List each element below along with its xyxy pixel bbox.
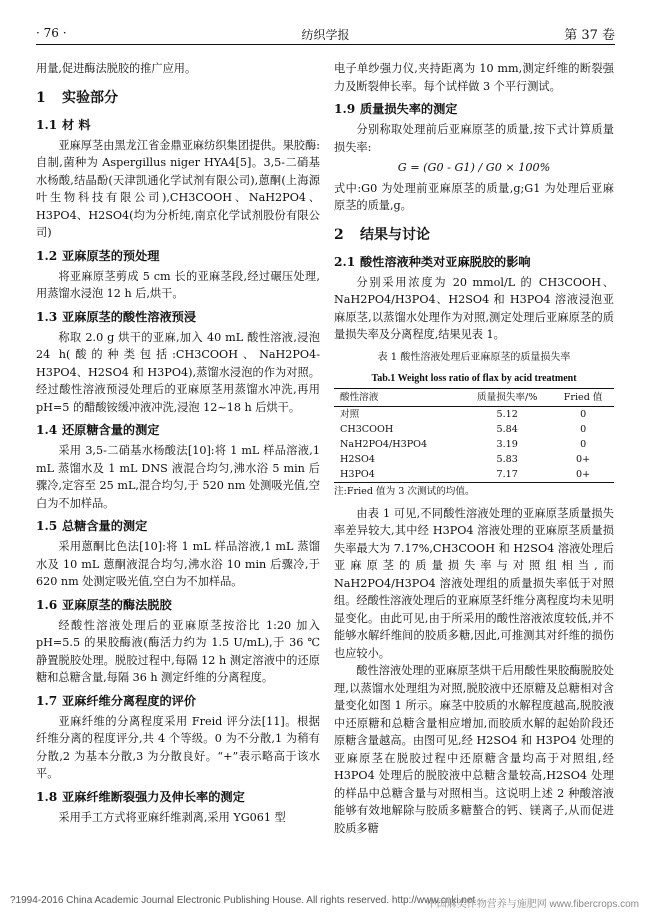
paragraph: 采用 3,5-二硝基水杨酸法[10]:将 1 mL 样品溶液,1 mL 蒸馏水及 1 mL DNS 液混合均匀,沸水浴 5 min 后骤冷,定容至 25 mL,混合均匀,于 520 nm 处测吸光值,空白为不加样品。 [36, 444, 320, 510]
volume-label: 第 37 卷 [564, 28, 615, 43]
section-title: 亚麻纤维断裂强力及伸长率的测定 [62, 789, 245, 804]
paragraph: 分别称取处理前后亚麻原茎的质量,按下式计算质量损失率: [334, 123, 614, 154]
right-column-top [334, 60, 614, 344]
table-cell: 5.83 [496, 453, 518, 465]
journal-title: 纺织学报 [301, 28, 350, 42]
right-column-bottom [334, 505, 614, 838]
page-number: · 76 · [36, 26, 67, 40]
section-title: 还原糖含量的测定 [62, 423, 160, 437]
table-body [334, 406, 614, 482]
section-heading [36, 88, 320, 108]
section-number: 2.1 [334, 254, 356, 269]
section-number: 1.2 [36, 248, 58, 263]
paragraph: 分别采用浓度为 20 mmol/L 的 CH3COOH、NaH2PO4/H3PO4、H2SO4 和 H3PO4 溶液浸泡亚麻原茎,以蒸馏水处理作为对照,测定处理后亚麻原茎的质量损失率及分离程度,结果见表 1。 [334, 275, 614, 341]
table-row [334, 437, 614, 452]
table-cell: 0 [580, 438, 587, 450]
section-title: 结果与讨论 [360, 226, 430, 243]
section-heading [36, 517, 320, 535]
copyright-line: ?1994-2016 China Academic Journal Electronic Publishing House. All rights reserved. http://www.cnki.net [10, 895, 476, 906]
table-cell: H3PO4 [340, 468, 375, 480]
section-heading [334, 253, 614, 271]
table-cell: 对照 [340, 408, 360, 420]
table-row [334, 406, 614, 422]
section-title: 材 料 [62, 117, 91, 132]
table-caption-en: Tab.1 Weight loss ratio of flax by acid treatment [371, 372, 577, 384]
section-heading [36, 692, 320, 710]
section-number: 1.6 [36, 597, 58, 612]
watermark-site: 中国麻类作物营养与施肥网 www.fibercrops.com [426, 899, 639, 910]
section-number: 1.7 [36, 693, 58, 708]
section-heading [36, 308, 320, 326]
paragraph: 经酸性溶液处理后的亚麻原茎按浴比 1:20 加入 pH=5.5 的果胶酶液(酶活力约为 1.5 U/mL),于 36 ℃ 静置脱胶处理。脱胶过程中,每隔 12 h 测定溶液中的还原糖和总糖含量,每隔 36 h 测定纤维的分离程度。 [36, 618, 320, 684]
table-1 [334, 350, 614, 499]
section-heading [36, 116, 320, 134]
section-number: 1.9 [334, 102, 356, 116]
table-note: 注:Fried 值为 3 次测试的均值。 [334, 485, 475, 497]
table-cell: NaH2PO4/H3PO4 [340, 438, 428, 450]
paragraph: 酸性溶液处理的亚麻原茎烘干后用酸性果胶酶脱胶处理,以蒸馏水处理组为对照,脱胶液中还原糖及总糖相对含量变化如图 1 所示。麻茎中胶质的水解程度越高,脱胶液中还原糖和总糖含量相应增加,而胶质水解的起始阶段还原糖含量越高。由图可见,经 H2SO4 和 H3PO4 处理的亚麻原茎在脱胶过程中还原糖含量均高于对照组,经 H3PO4 处理后的脱胶液中总糖含量较高,H2SO4 处理的样品中总糖含量与对照相当。这说明上述 2 种酸溶液能够有效地解除与胶质多糖螯合的钙、镁离子,从而促进胶质多糖 [334, 664, 614, 835]
section-number: 1.8 [36, 789, 58, 804]
section-title: 亚麻纤维分离程度的评价 [62, 693, 197, 708]
weight-loss-table [334, 388, 614, 483]
section-heading [36, 247, 320, 265]
table-cell: CH3COOH [340, 423, 394, 435]
section-title: 亚麻原茎的酶法脱胶 [62, 597, 172, 612]
left-column [36, 60, 320, 826]
section-title: 酸性溶液种类对亚麻脱胶的影响 [360, 254, 531, 269]
paragraph: 将亚麻原茎剪成 5 cm 长的亚麻茎段,经过碾压处理,用蒸馏水浸泡 12 h 后,烘干。 [36, 269, 320, 300]
table-cell: 0 [580, 423, 587, 435]
section-number: 1 [36, 89, 46, 106]
table-header-cell: Fried 值 [563, 391, 603, 403]
table-row [334, 422, 614, 437]
section-number: 1.4 [36, 423, 58, 437]
table-header-cell: 质量损失率/% [477, 391, 538, 403]
table-cell: 0+ [576, 453, 591, 465]
paragraph: 式中:G0 为处理前亚麻原茎的质量,g;G1 为处理后亚麻原茎的质量,g。 [334, 181, 614, 212]
table-caption-cn: 表 1 酸性溶液处理后亚麻原茎的质量损失率 [377, 351, 571, 363]
paragraph: 由表 1 可见,不同酸性溶液处理的亚麻原茎质量损失率差异较大,其中经 H3PO4 溶液处理的亚麻原茎质量损失率最大为 7.17%,CH3COOH 和 H2SO4 溶液处理后亚麻原茎的质量损失率与对照组相当,而 NaH2PO4/H3PO4 溶液处理组的质量损失率低于对照组。经酸性溶液处理后的亚麻原茎纤维分离程度均未见明显变化。由此可见,由于所采用的酸性溶液浓度较低,并不能够水解纤维间的胶质多糖,因此,可推测其对纤维的损伤也应较小。 [334, 506, 614, 660]
table-cell: 3.19 [496, 438, 518, 450]
table-row [334, 452, 614, 467]
table-row [334, 467, 614, 483]
right-column [334, 60, 614, 837]
table-cell: 0+ [576, 468, 591, 480]
section-heading [334, 225, 614, 245]
section-heading [36, 788, 320, 806]
section-title: 亚麻原茎的酸性溶液预浸 [62, 309, 197, 324]
paragraph: 亚麻纤维的分离程度采用 Freid 评分法[11]。根据纤维分离的程度评分,共 4 个等级。0 为不分散,1 为稍有分散,2 为基本分散,3 为分散良好。“+”表示略高于该水平。 [36, 714, 320, 780]
page-header [36, 22, 615, 45]
section-number: 1.1 [36, 117, 58, 132]
paragraph: 采用手工方式将亚麻纤维剥离,采用 YG061 型 [58, 810, 286, 824]
section-number: 1.3 [36, 309, 58, 324]
paragraph: 称取 2.0 g 烘干的亚麻,加入 40 mL 酸性溶液,浸泡 24 h(酸的种类包括:CH3COOH、NaH2PO4-H3PO4、H2SO4 和 H3PO4),蒸馏水浸泡的作为对照。经过酸性溶液预浸处理后的亚麻原茎用蒸馏水冲洗,再用 pH=5 的醋酸铵缓冲液冲洗,浸泡 12~18 h 后烘干。 [36, 330, 320, 414]
table-cell: H2SO4 [340, 453, 376, 465]
section-title: 亚麻原茎的预处理 [62, 248, 160, 263]
section-number: 1.5 [36, 519, 58, 533]
paragraph: 采用蒽酮比色法[10]:将 1 mL 样品溶液,1 mL 蒸馏水及 10 mL 蒽酮液混合均匀,沸水浴 10 min 后骤冷,于 620 nm 处测定吸光值,空白为不加样品。 [36, 540, 320, 588]
section-title: 质量损失率的测定 [360, 102, 458, 116]
table-cell: 7.17 [496, 468, 518, 480]
table-header-row [334, 388, 614, 406]
table-cell: 5.84 [496, 423, 518, 435]
section-heading [334, 100, 614, 118]
paragraph: 用量,促进酶法脱胶的推广应用。 [36, 62, 197, 75]
table-cell: 0 [580, 408, 587, 420]
section-title: 实验部分 [62, 89, 118, 106]
section-title: 总糖含量的测定 [62, 519, 148, 533]
section-heading [36, 421, 320, 439]
section-heading [36, 596, 320, 614]
equation: G = (G0 - G1) / G0 × 100% [397, 161, 551, 174]
section-number: 2 [334, 226, 344, 243]
paragraph: 亚麻厚茎由黑龙江省金鼎亚麻纺织集团提供。果胶酶:自制,菌种为 Aspergillus niger HYA4[5]。3,5-二硝基水杨酸,结晶酚(天津凯通化学试剂有限公司),蒽酮(上海源叶生物科技有限公司),CH3COOH、NaH2PO4、H3PO4、H2SO4(均为分析纯,南京化学试剂股份有限公司) [36, 138, 320, 239]
table-cell: 5.12 [496, 408, 518, 420]
table-header-cell: 酸性溶液 [340, 391, 379, 403]
paragraph: 电子单纱强力仪,夹持距离为 10 mm,测定纤维的断裂强力及断裂伸长率。每个试样做 3 个平行测试。 [334, 62, 614, 93]
